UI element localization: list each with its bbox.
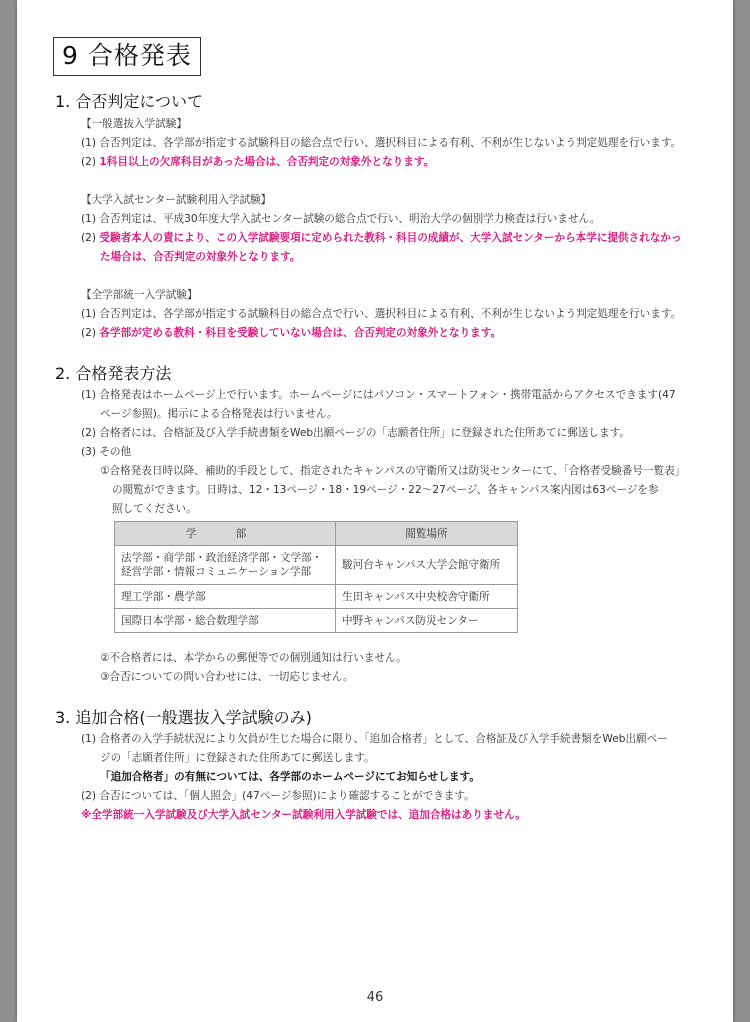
table-row: [115, 609, 518, 633]
announce-sub-2: ②不合格者には、本学からの郵便等での個別通知は行いません。: [100, 652, 407, 664]
center-exam-item-1: (1) 合否判定は、平成30年度大学入試センター試験の総合点で行い、明治大学の個別学力検査は行いません。: [81, 213, 601, 225]
table-row: [115, 585, 518, 609]
table-cell-faculty: 国際日本学部・総合数理学部: [115, 609, 336, 633]
general-exam-item-2-number: (2): [81, 156, 97, 168]
table-row: [115, 546, 518, 585]
table-cell-location: 中野キャンパス防災センター: [336, 609, 518, 633]
faculty-line: 法学部・商学部・政治経済学部・文学部・: [121, 552, 323, 564]
section-1-title: 1. 合否判定について: [55, 92, 204, 111]
center-exam-item-2-text: 受験者本人の責により、この入学試験要項に定められた教科・科目の成績が、大学入試センターから本学に提供されなかっ: [99, 232, 682, 244]
center-exam-item-2-number: (2): [81, 232, 97, 244]
table-cell-location: 生田キャンパス中央校舎守衛所: [336, 585, 518, 609]
additional-item-1-notice: 「追加合格者」の有無については、各学部のホームページにてお知らせします。: [100, 771, 480, 783]
center-exam-item-2: [81, 231, 682, 245]
announce-item-1: (1) 合格発表はホームページ上で行います。ホームページにはパソコン・スマートフォン・携帯電話からアクセスできます(47: [81, 389, 676, 401]
section-3-title: 3. 追加合格(一般選抜入学試験のみ): [55, 708, 312, 727]
general-exam-item-1: (1) 合否判定は、各学部が指定する試験科目の総合点で行い、選択科目による有利、不利が生じないよう判定処理を行います。: [81, 137, 682, 149]
additional-item-1-cont: ジの「志願者住所」に登録された住所あてに郵送します。: [100, 752, 375, 764]
announce-sub-3: ③合否についての問い合わせには、一切応じません。: [100, 671, 354, 683]
page-number: 46: [366, 990, 384, 1005]
unified-exam-item-2-text: 各学部が定める教科・科目を受験していない場合は、合否判定の対象外となります。: [99, 327, 502, 339]
table-cell-faculty: [115, 546, 336, 585]
announce-sub-1: ①合格発表日時以降、補助的手段として、指定されたキャンパスの守衛所又は防災センターにて、「合格者受験番号一覧表」: [100, 465, 686, 477]
announce-item-1-cont: ページ参照)。掲示による合格発表は行いません。: [100, 408, 338, 420]
viewing-location-table: [114, 521, 518, 633]
table-header-row: [115, 522, 518, 546]
faculty-line: 経営学部・情報コミュニケーション学部: [121, 566, 312, 578]
announce-sub-1-cont: の閲覧ができます。日時は、12・13ページ・18・19ページ・22〜27ページ、各キャンパス案内図は63ページを参: [112, 484, 659, 496]
center-exam-item-2-cont: た場合は、合否判定の対象外となります。: [100, 251, 301, 263]
general-exam-item-2: [81, 155, 434, 169]
table-cell-location: 駿河台キャンパス大学会館守衛所: [336, 546, 518, 585]
chapter-title: 9 合格発表: [53, 37, 201, 76]
general-exam-item-2-text: 1科目以上の欠席科目があった場合は、合否判定の対象外となります。: [99, 156, 435, 168]
section-2-title: 2. 合格発表方法: [55, 364, 172, 383]
table-cell-faculty: 理工学部・農学部: [115, 585, 336, 609]
unified-exam-item-2: [81, 326, 501, 340]
additional-item-1: (1) 合格者の入学手続状況により欠員が生じた場合に限り、「追加合格者」として、合格証及び入学手続書類をWeb出願ペー: [81, 733, 668, 745]
unified-exam-heading: 【全学部統一入学試験】: [81, 289, 198, 301]
table-header-location: 閲覧場所: [336, 522, 518, 546]
unified-exam-item-1: (1) 合否判定は、各学部が指定する試験科目の総合点で行い、選択科目による有利、不利が生じないよう判定処理を行います。: [81, 308, 682, 320]
unified-exam-item-2-number: (2): [81, 327, 97, 339]
table-header-faculty: 学 部: [115, 522, 336, 546]
announce-item-3: (3) その他: [81, 446, 132, 458]
additional-note: ※全学部統一入学試験及び大学入試センター試験利用入学試験では、追加合格はありません。: [81, 809, 526, 821]
general-exam-heading: 【一般選抜入学試験】: [81, 118, 187, 130]
announce-sub-1-cont-2: 照してください。: [112, 503, 197, 515]
document-page: [17, 0, 733, 1022]
announce-item-2: (2) 合格者には、合格証及び入学手続書類をWeb出願ページの「志願者住所」に登録された住所あてに郵送します。: [81, 427, 630, 439]
additional-item-2: (2) 合否については、「個人照会」(47ページ参照)により確認することができます。: [81, 790, 475, 802]
center-exam-heading: 【大学入試センター試験利用入学試験】: [81, 194, 272, 206]
